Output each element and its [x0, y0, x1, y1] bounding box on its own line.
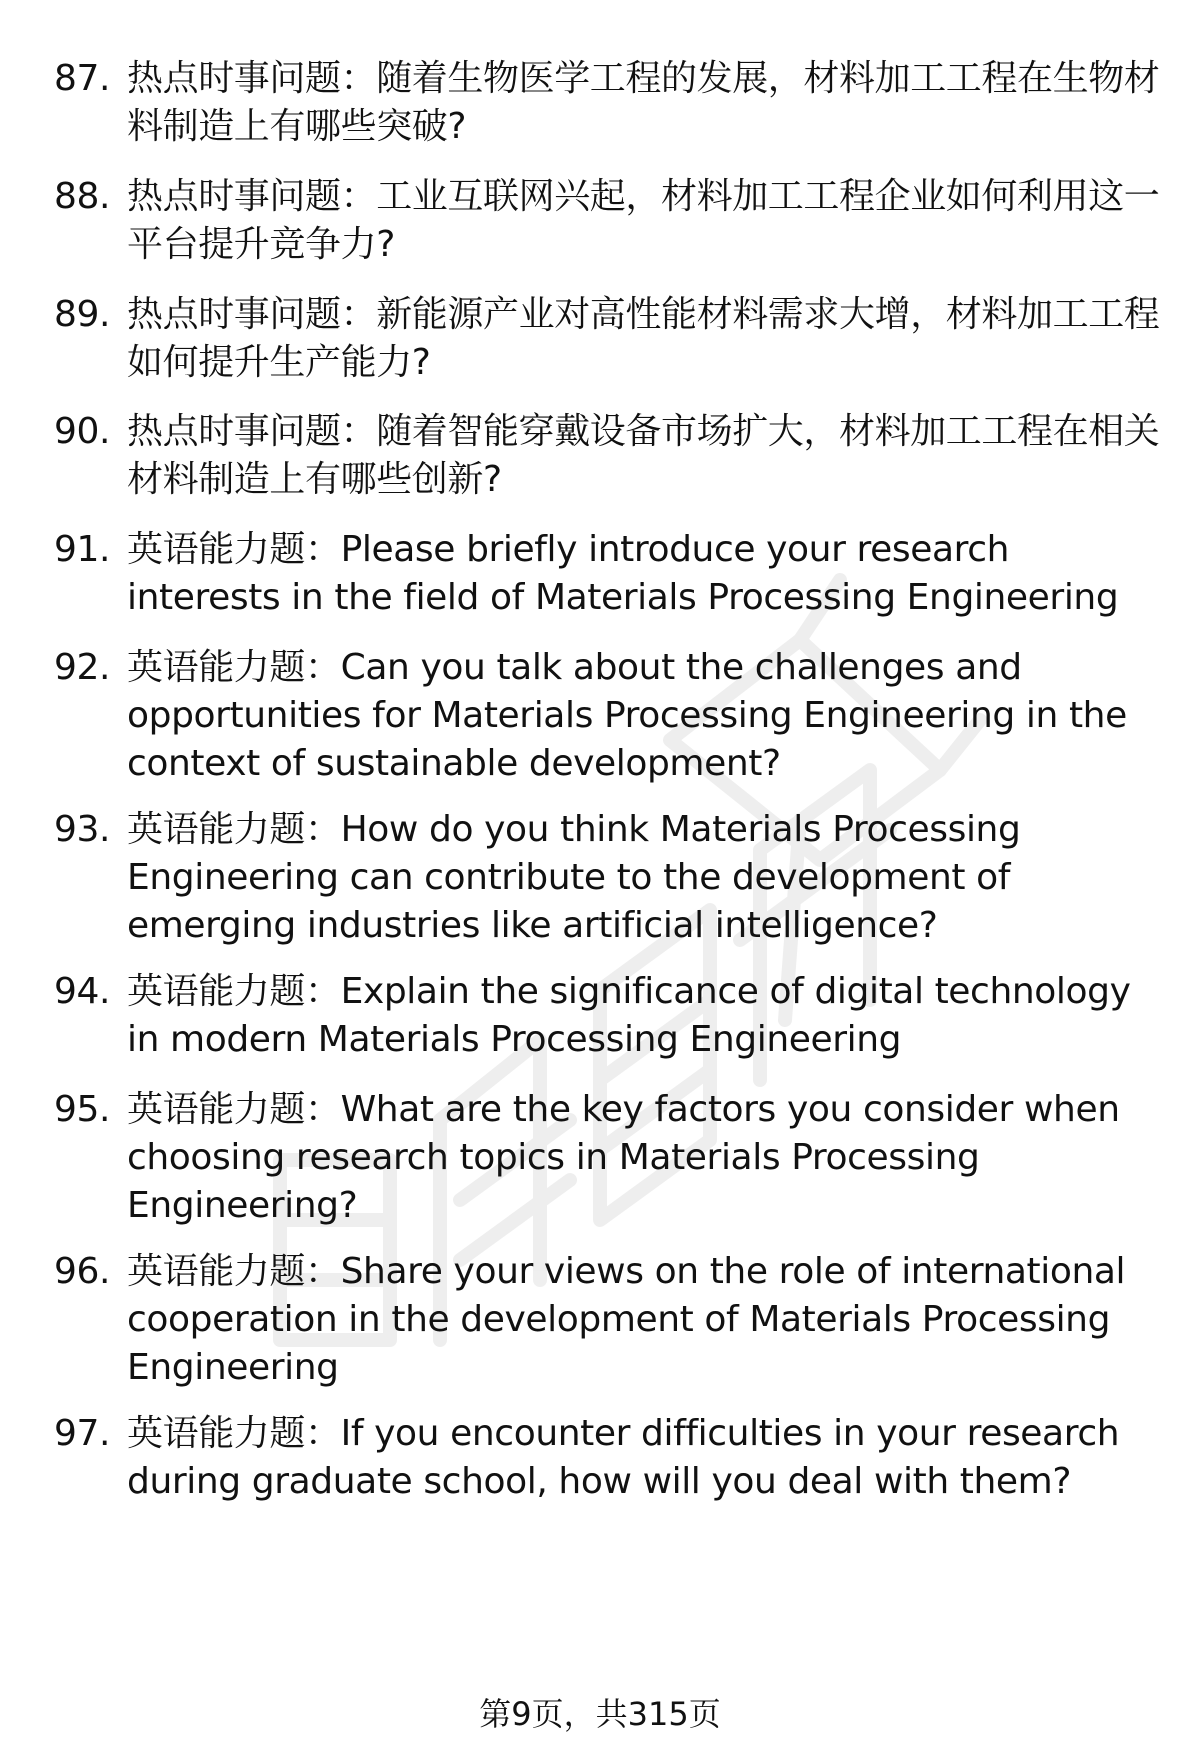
question-content: 新能源产业对高性能材料需求大增，材料加工工程如何提升生产能力?	[127, 294, 1160, 383]
list-item	[54, 526, 1164, 622]
question-category: 热点时事问题：	[127, 294, 377, 335]
question-category: 热点时事问题：	[127, 58, 377, 99]
question-content: If you encounter difficulties in your research during graduate school, how will you deal with them?	[127, 1413, 1120, 1502]
question-text	[127, 173, 1164, 269]
question-text	[127, 1086, 1164, 1230]
question-content: Please briefly introduce your research interests in the field of Materials Processing Engineering	[127, 529, 1119, 618]
list-item	[54, 1086, 1164, 1230]
list-item	[54, 806, 1164, 950]
question-category: 热点时事问题：	[127, 411, 377, 452]
question-number: 95.	[54, 1089, 111, 1130]
list-item	[54, 291, 1164, 387]
question-number: 92.	[54, 647, 111, 688]
question-category: 英语能力题：	[127, 529, 341, 570]
question-category: 英语能力题：	[127, 971, 341, 1012]
question-number: 94.	[54, 971, 111, 1012]
list-item	[54, 644, 1164, 788]
page-footer: 第9页，共315页	[479, 1695, 721, 1733]
question-content: How do you think Materials Processing Engineering can contribute to the development of emerging industries like artificial intelligence?	[127, 809, 1021, 946]
question-text	[127, 408, 1164, 504]
question-number: 93.	[54, 809, 111, 850]
question-text	[127, 1410, 1164, 1506]
question-category: 英语能力题：	[127, 1251, 341, 1292]
question-number: 89.	[54, 294, 111, 335]
question-number: 91.	[54, 529, 111, 570]
question-content: Share your views on the role of international cooperation in the development of Materials Processing Engineering	[127, 1251, 1126, 1388]
question-content: Can you talk about the challenges and opportunities for Materials Processing Engineering in the context of sustainable development?	[127, 647, 1127, 784]
question-text	[127, 1248, 1164, 1392]
list-item	[54, 1248, 1164, 1392]
question-text	[127, 968, 1164, 1064]
question-content: 随着生物医学工程的发展，材料加工工程在生物材料制造上有哪些突破?	[127, 58, 1160, 147]
question-number: 88.	[54, 176, 111, 217]
question-text	[127, 55, 1164, 151]
question-content: 随着智能穿戴设备市场扩大，材料加工工程在相关材料制造上有哪些创新?	[127, 411, 1160, 500]
list-item	[54, 408, 1164, 504]
question-number: 96.	[54, 1251, 111, 1292]
question-text	[127, 291, 1164, 387]
question-category: 英语能力题：	[127, 1413, 341, 1454]
question-content: 工业互联网兴起，材料加工工程企业如何利用这一平台提升竞争力?	[127, 176, 1160, 265]
list-item	[54, 55, 1164, 151]
question-category: 热点时事问题：	[127, 176, 377, 217]
question-category: 英语能力题：	[127, 1089, 341, 1130]
question-number: 87.	[54, 58, 111, 99]
question-text	[127, 526, 1164, 622]
list-item	[54, 1410, 1164, 1506]
question-content: What are the key factors you consider when choosing research topics in Materials Processing Engineering?	[127, 1089, 1120, 1226]
question-number: 90.	[54, 411, 111, 452]
list-item	[54, 968, 1164, 1064]
question-text	[127, 644, 1164, 788]
list-item	[54, 173, 1164, 269]
question-category: 英语能力题：	[127, 809, 341, 850]
question-category: 英语能力题：	[127, 647, 341, 688]
question-text	[127, 806, 1164, 950]
question-number: 97.	[54, 1413, 111, 1454]
question-content: Explain the significance of digital technology in modern Materials Processing Engineering	[127, 971, 1131, 1060]
